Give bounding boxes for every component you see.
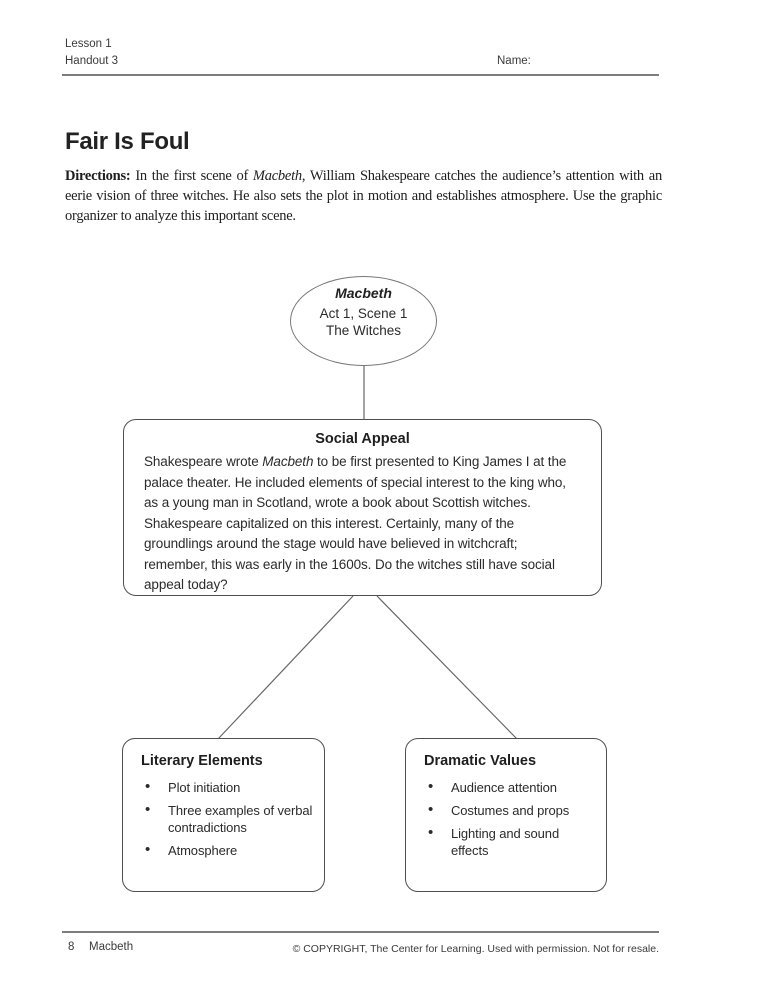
ellipse-act-scene: Act 1, Scene 1 [319,306,408,321]
literary-elements-box [122,738,325,892]
topic-ellipse [290,276,437,366]
list-item: • Atmosphere [141,842,316,859]
footer-book-title: Macbeth [89,941,134,953]
lesson-number: Lesson 1 [65,38,112,50]
right-connector-line [377,596,517,739]
name-label: Name: [497,55,531,67]
ellipse-title: Macbeth [335,285,392,301]
social-appeal-box [123,419,602,596]
footer-divider [62,931,659,933]
literary-elements-title: Literary Elements [141,753,263,769]
social-body-part1: Shakespeare wrote [144,454,263,469]
list-item: • Audience attention [424,779,598,796]
left-connector-line [218,596,353,739]
social-appeal-body [144,452,579,596]
directions-macbeth-italic: Macbeth [252,168,302,184]
page-title: Fair Is Foul [65,128,190,155]
page-number: 8 [68,941,75,953]
dramatic-values-title: Dramatic Values [424,753,537,769]
header-divider [62,74,659,76]
dramatic-values-list [424,779,598,859]
list-item: • Plot initiation [141,779,316,796]
list-item: • Three examples of verbal contradictions [141,802,316,836]
social-body-macbeth-italic: Macbeth [262,454,314,469]
handout-number: Handout 3 [65,55,119,67]
directions-text [65,166,662,226]
dramatic-values-box [405,738,607,892]
directions-part1: In the first scene of [130,168,253,184]
copyright-notice: © COPYRIGHT, The Center for Learning. Used with permission. Not for resale. [292,943,659,955]
directions-part2: , William Shakespeare catches the audience’s attention with an eerie vision of three witches. He also sets the plot in motion and establishes atmosphere. Use the graphic organizer to analyze this important scene. [65,168,662,224]
social-appeal-title: Social Appeal [315,431,410,447]
list-item: • Lighting and sound effects [424,825,598,859]
list-item: • Costumes and props [424,802,598,819]
directions-label: Directions: [65,168,131,184]
literary-elements-list [141,779,316,859]
ellipse-subtitle: The Witches [325,323,402,338]
social-body-part2: to be first presented to King James I at the palace theater. He included elements of special interest to the king who, as a young man in Scotland, wrote a book about Scottish witches. Shakespeare capitalized on this interest. Certainly, many of the groundlings around the stage would have believed in witchcraft; remember, this was early in the 1600s. Do the witches still have social appeal today? [144,454,567,592]
